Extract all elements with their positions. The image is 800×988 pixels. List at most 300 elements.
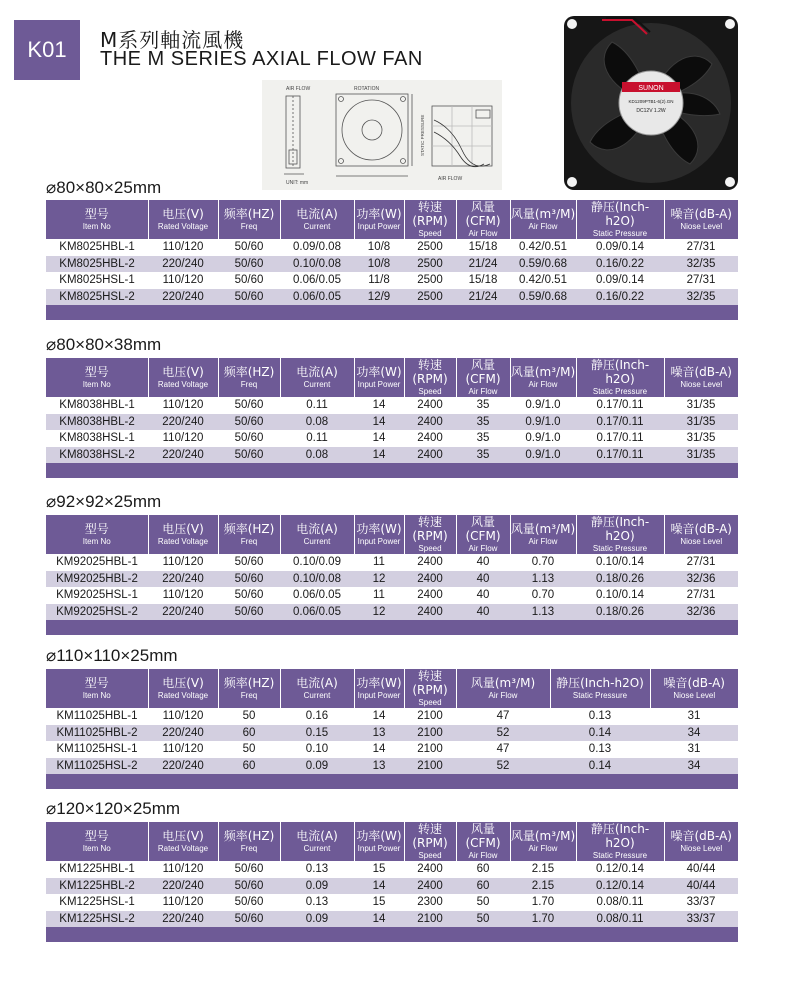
- table-cell: KM11025HBL-2: [46, 725, 148, 742]
- table-cell: 0.10/0.14: [596, 556, 644, 568]
- header-label-zh: 型号: [84, 676, 109, 690]
- table-cell: 50: [456, 911, 510, 928]
- header-item-no: [46, 200, 148, 239]
- header-speed: [404, 515, 456, 554]
- table-cell: 0.10/0.09: [293, 556, 341, 568]
- header-label-zh: 风量(CFM): [465, 822, 501, 850]
- header-power: [354, 200, 404, 239]
- header-speed: [404, 200, 456, 239]
- table-row: [46, 571, 738, 588]
- header-label-zh: 电流(A): [296, 207, 338, 221]
- spec-table-80x80x38: [46, 358, 738, 478]
- table-cell: KM8025HSL-1: [59, 274, 135, 286]
- table-cell: 31/35: [664, 447, 738, 464]
- table-row: [46, 239, 738, 256]
- header-airflow-m3: [456, 669, 550, 708]
- table-header-row: [46, 515, 738, 554]
- table-cell: 47: [496, 743, 510, 755]
- table-row: [46, 911, 738, 928]
- header-label-zh: 风量(m³/M): [510, 829, 576, 843]
- fan-brand: SUNON: [638, 85, 664, 92]
- header-item-no: [46, 822, 148, 861]
- table-cell: 110/120: [162, 710, 204, 722]
- table-cell: KM92025HBL-2: [46, 571, 148, 588]
- header-label-zh: 电压(V): [162, 829, 204, 843]
- table-cell: 12: [354, 604, 404, 621]
- table-cell: 2400: [417, 399, 443, 411]
- table-cell: 220/240: [148, 604, 218, 621]
- header-label-en: Item No: [82, 222, 111, 231]
- table-cell: 2400: [417, 556, 443, 568]
- header-label-en: Niose Level: [680, 537, 723, 546]
- header-label-en: Rated Voltage: [157, 691, 209, 700]
- header-current: [280, 200, 354, 239]
- header-label-en: Static Pressure: [592, 851, 648, 860]
- table-cell: KM1225HBL-2: [46, 878, 148, 895]
- table-row: [46, 861, 738, 878]
- header-label-zh: 转速(RPM): [412, 822, 448, 850]
- table-cell: 60: [218, 725, 280, 742]
- table-cell: KM1225HBL-1: [59, 863, 135, 875]
- table-cell: 34: [650, 758, 738, 775]
- header-label-zh: 功率(W): [356, 676, 402, 690]
- header-frequency: [218, 358, 280, 397]
- table-cell: 2300: [417, 896, 443, 908]
- table-cell: 0.06/0.05: [280, 289, 354, 306]
- header-static-pressure: [576, 200, 664, 239]
- header-power: [354, 515, 404, 554]
- table-cell: 31: [687, 743, 701, 755]
- header-airflow-m3: [510, 515, 576, 554]
- header-noise: [650, 669, 738, 708]
- table-footer-bar: [46, 305, 738, 320]
- header-speed: [404, 822, 456, 861]
- table-cell: 50/60: [218, 414, 280, 431]
- table-cell: 2400: [417, 589, 443, 601]
- table-cell: 33/37: [686, 896, 716, 908]
- table-cell: 50/60: [234, 399, 264, 411]
- table-cell: 2.15: [531, 863, 555, 875]
- table-cell: 0.09/0.14: [596, 274, 644, 286]
- header-label-zh: 电压(V): [162, 207, 204, 221]
- table-cell: 50/60: [218, 911, 280, 928]
- page-title-english: THE M SERIES AXIAL FLOW FAN: [100, 48, 423, 70]
- header-speed: [404, 669, 456, 708]
- header-label-zh: 静压(Inch-h2O): [590, 822, 650, 850]
- header-item-no: [46, 515, 148, 554]
- table-cell: 14: [372, 743, 386, 755]
- table-cell: 14: [372, 710, 386, 722]
- header-label-zh: 频率(HZ): [223, 829, 275, 843]
- table-cell: 50/60: [234, 432, 264, 444]
- table-cell: 12: [354, 571, 404, 588]
- table-cell: 50/60: [218, 447, 280, 464]
- header-label-en: Air Flow: [528, 222, 558, 231]
- table-cell: 14: [354, 447, 404, 464]
- table-cell: 220/240: [148, 758, 218, 775]
- header-label-en: Niose Level: [680, 844, 723, 853]
- table-cell: 0.08/0.11: [596, 896, 644, 908]
- table-cell: 50/60: [218, 289, 280, 306]
- table-cell: 14: [372, 432, 386, 444]
- label-airflow: AIR FLOW: [286, 86, 311, 92]
- table-cell: 0.12/0.14: [596, 863, 644, 875]
- header-label-en: Current: [303, 380, 331, 389]
- table-cell: 50/60: [218, 256, 280, 273]
- header-label-en: Speed: [418, 229, 442, 238]
- table-cell: 34: [650, 725, 738, 742]
- table-cell: KM8038HSL-1: [59, 432, 135, 444]
- table-header-row: [46, 200, 738, 239]
- header-label-zh: 转速(RPM): [412, 200, 448, 228]
- table-cell: 0.10/0.08: [280, 571, 354, 588]
- table-cell: 40: [476, 556, 490, 568]
- header-label-en: Air Flow: [468, 229, 498, 238]
- table-cell: 2500: [417, 274, 443, 286]
- header-label-en: Rated Voltage: [157, 537, 209, 546]
- header-label-en: Air Flow: [528, 844, 558, 853]
- header-static-pressure: [576, 515, 664, 554]
- header-label-en: Niose Level: [680, 222, 723, 231]
- table-row: [46, 894, 738, 911]
- table-cell: KM8038HSL-2: [46, 447, 148, 464]
- table-cell: 40: [456, 604, 510, 621]
- header-item-no: [46, 669, 148, 708]
- table-cell: 2400: [404, 571, 456, 588]
- header-speed: [404, 358, 456, 397]
- section-title-120x120x25: ⌀120×120×25mm: [46, 799, 181, 818]
- table-footer-bar: [46, 463, 738, 478]
- fan-model: KD1209PTB1-6(2).GN: [628, 99, 674, 104]
- header-label-zh: 型号: [84, 365, 109, 379]
- table-cell: 0.10: [305, 743, 329, 755]
- table-row: [46, 878, 738, 895]
- table-header-row: [46, 822, 738, 861]
- table-cell: 0.06/0.05: [293, 589, 341, 601]
- table-cell: 50/60: [234, 589, 264, 601]
- header-airflow-m3: [510, 358, 576, 397]
- table-cell: 11: [373, 556, 385, 568]
- table-cell: 220/240: [148, 414, 218, 431]
- table-cell: 50/60: [234, 556, 264, 568]
- table-row: [46, 430, 738, 447]
- table-cell: 220/240: [148, 725, 218, 742]
- table-cell: 27/31: [686, 589, 716, 601]
- table-cell: 0.59/0.68: [510, 256, 576, 273]
- fan-photo: [562, 14, 740, 192]
- table-cell: 47: [496, 710, 510, 722]
- table-cell: 0.13: [588, 710, 612, 722]
- header-label-zh: 风量(m³/M): [510, 365, 576, 379]
- header-frequency: [218, 822, 280, 861]
- header-current: [280, 822, 354, 861]
- table-cell: 50: [242, 710, 256, 722]
- table-cell: 10/8: [367, 241, 391, 253]
- table-cell: 220/240: [148, 878, 218, 895]
- header-airflow-cfm: [456, 358, 510, 397]
- header-label-zh: 电压(V): [162, 676, 204, 690]
- table-cell: KM8038HBL-1: [59, 399, 135, 411]
- table-cell: 35: [476, 399, 490, 411]
- header-label-zh: 风量(m³/M): [510, 522, 576, 536]
- header-item-no: [46, 358, 148, 397]
- spec-table-110x110x25: [46, 669, 738, 789]
- table-cell: 50: [476, 896, 490, 908]
- table-cell: KM92025HSL-1: [56, 589, 138, 601]
- header-label-zh: 电流(A): [296, 522, 338, 536]
- table-cell: 0.09/0.08: [293, 241, 341, 253]
- header-label-en: Current: [303, 844, 331, 853]
- table-cell: 110/120: [162, 743, 204, 755]
- table-cell: KM92025HSL-2: [46, 604, 148, 621]
- table-cell: 110/120: [162, 896, 204, 908]
- table-cell: 14: [354, 878, 404, 895]
- table-cell: KM1225HSL-1: [59, 896, 135, 908]
- table-cell: 27/31: [686, 556, 716, 568]
- table-cell: 0.11: [306, 432, 328, 444]
- header-noise: [664, 822, 738, 861]
- header-label-en: Static Pressure: [592, 229, 648, 238]
- table-cell: 50/60: [234, 863, 264, 875]
- table-cell: 1.13: [510, 604, 576, 621]
- header-static-pressure: [576, 358, 664, 397]
- table-cell: 14: [354, 414, 404, 431]
- header-label-en: Speed: [418, 387, 442, 396]
- header-label-zh: 频率(HZ): [223, 676, 275, 690]
- header-label-zh: 风量(CFM): [465, 358, 501, 386]
- table-cell: 110/120: [162, 863, 204, 875]
- table-cell: 2400: [417, 432, 443, 444]
- header-label-en: Item No: [82, 380, 111, 389]
- table-row: [46, 708, 738, 725]
- table-cell: 0.9/1.0: [525, 432, 561, 444]
- table-cell: KM8025HBL-1: [59, 241, 135, 253]
- header-label-zh: 型号: [84, 829, 109, 843]
- header-label-en: Static Pressure: [592, 544, 648, 553]
- header-label-en: Air Flow: [468, 387, 498, 396]
- header-label-en: Static Pressure: [592, 387, 648, 396]
- table-cell: 2100: [404, 725, 456, 742]
- table-cell: 0.08: [280, 414, 354, 431]
- table-cell: 0.42/0.51: [519, 274, 567, 286]
- table-cell: 40/44: [686, 863, 716, 875]
- table-cell: 110/120: [162, 274, 204, 286]
- header-frequency: [218, 669, 280, 708]
- table-cell: 14: [372, 399, 386, 411]
- table-cell: 50/60: [234, 274, 264, 286]
- header-label-zh: 静压(Inch-h2O): [590, 358, 650, 386]
- table-cell: 2100: [417, 710, 443, 722]
- header-label-zh: 功率(W): [356, 207, 402, 221]
- table-cell: 11: [373, 589, 385, 601]
- table-cell: 0.08/0.11: [576, 911, 664, 928]
- table-row: [46, 447, 738, 464]
- table-row: [46, 272, 738, 289]
- table-cell: 2400: [404, 604, 456, 621]
- table-cell: 0.10/0.14: [596, 589, 644, 601]
- header-label-zh: 频率(HZ): [223, 365, 275, 379]
- header-label-zh: 转速(RPM): [412, 515, 448, 543]
- table-row: [46, 587, 738, 604]
- header-label-en: Input Power: [357, 222, 401, 231]
- header-label-zh: 型号: [84, 522, 109, 536]
- table-cell: 2400: [404, 447, 456, 464]
- header-static-pressure: [576, 822, 664, 861]
- header-label-en: Freq: [240, 691, 258, 700]
- header-label-en: Current: [303, 222, 331, 231]
- table-cell: 0.09: [280, 878, 354, 895]
- table-row: [46, 741, 738, 758]
- header-voltage: [148, 515, 218, 554]
- table-cell: 1.70: [510, 911, 576, 928]
- section-title-80x80x38: ⌀80×80×38mm: [46, 335, 162, 354]
- table-cell: 40: [476, 589, 490, 601]
- header-voltage: [148, 358, 218, 397]
- table-cell: 12/9: [354, 289, 404, 306]
- header-airflow-cfm: [456, 200, 510, 239]
- header-label-en: Rated Voltage: [157, 380, 209, 389]
- table-cell: 0.9/1.0: [510, 414, 576, 431]
- axial-fan-image: [562, 14, 740, 192]
- table-row: [46, 554, 738, 571]
- table-cell: 0.06/0.05: [280, 604, 354, 621]
- section-title-92x92x25: ⌀92×92×25mm: [46, 492, 162, 511]
- table-cell: 2400: [417, 863, 443, 875]
- header-label-zh: 静压(Inch-h2O): [590, 515, 650, 543]
- table-cell: 32/35: [664, 256, 738, 273]
- header-frequency: [218, 200, 280, 239]
- header-label-en: Speed: [418, 698, 442, 707]
- table-cell: 31/35: [664, 414, 738, 431]
- table-row: [46, 758, 738, 775]
- table-cell: 31: [687, 710, 701, 722]
- table-cell: 40/44: [664, 878, 738, 895]
- table-cell: 60: [456, 878, 510, 895]
- table-row: [46, 725, 738, 742]
- table-cell: 50/60: [234, 241, 264, 253]
- header-airflow-cfm: [456, 515, 510, 554]
- header-noise: [664, 358, 738, 397]
- header-current: [280, 669, 354, 708]
- header-airflow-cfm: [456, 822, 510, 861]
- table-cell: 32/35: [664, 289, 738, 306]
- section-title-80x80x25: ⌀80×80×25mm: [46, 178, 162, 197]
- table-cell: 50/60: [218, 878, 280, 895]
- table-cell: 0.17/0.11: [596, 399, 644, 411]
- table-cell: 50: [242, 743, 256, 755]
- header-label-zh: 电流(A): [296, 365, 338, 379]
- table-cell: 21/24: [456, 289, 510, 306]
- table-cell: 0.16/0.22: [576, 289, 664, 306]
- table-cell: 0.06/0.05: [293, 274, 341, 286]
- table-cell: 50/60: [218, 604, 280, 621]
- table-cell: 0.70: [531, 556, 555, 568]
- table-cell: 52: [456, 725, 550, 742]
- table-cell: 110/120: [162, 399, 204, 411]
- table-cell: 0.09: [280, 758, 354, 775]
- header-label-en: Item No: [82, 844, 111, 853]
- table-cell: 0.16/0.22: [576, 256, 664, 273]
- table-cell: 0.70: [531, 589, 555, 601]
- table-cell: 0.09: [280, 911, 354, 928]
- table-cell: 0.17/0.11: [576, 447, 664, 464]
- header-label-zh: 静压(Inch-h2O): [590, 200, 650, 228]
- header-label-zh: 噪音(dB-A): [670, 829, 732, 843]
- table-cell: 220/240: [148, 911, 218, 928]
- table-row: [46, 604, 738, 621]
- header-label-zh: 电流(A): [296, 676, 338, 690]
- header-voltage: [148, 822, 218, 861]
- table-cell: 32/36: [664, 571, 738, 588]
- table-cell: KM8038HBL-2: [46, 414, 148, 431]
- header-label-zh: 静压(Inch-h2O): [556, 676, 644, 690]
- header-label-zh: 噪音(dB-A): [670, 207, 732, 221]
- table-cell: 220/240: [148, 571, 218, 588]
- table-cell: 0.18/0.26: [576, 571, 664, 588]
- table-cell: 110/120: [162, 432, 204, 444]
- table-cell: 2100: [417, 743, 443, 755]
- table-cell: 0.09/0.14: [596, 241, 644, 253]
- header-label-zh: 转速(RPM): [412, 669, 448, 697]
- table-cell: 35: [476, 432, 490, 444]
- table-header-row: [46, 669, 738, 708]
- header-label-en: Air Flow: [468, 544, 498, 553]
- table-cell: 220/240: [148, 447, 218, 464]
- header-label-en: Freq: [240, 222, 258, 231]
- header-label-zh: 风量(CFM): [465, 200, 501, 228]
- table-footer-bar: [46, 620, 738, 635]
- header-power: [354, 358, 404, 397]
- header-label-en: Input Power: [357, 380, 401, 389]
- table-cell: 50/60: [218, 571, 280, 588]
- header-label-en: Rated Voltage: [157, 844, 209, 853]
- spec-table-120x120x25: [46, 822, 738, 942]
- table-cell: 0.10/0.08: [280, 256, 354, 273]
- table-row: [46, 256, 738, 273]
- table-cell: 13: [354, 725, 404, 742]
- header-label-en: Input Power: [357, 844, 401, 853]
- header-label-zh: 噪音(dB-A): [663, 676, 725, 690]
- header-label-zh: 型号: [84, 207, 109, 221]
- table-cell: 0.13: [305, 863, 329, 875]
- header-label-en: Niose Level: [680, 380, 723, 389]
- table-cell: 0.42/0.51: [519, 241, 567, 253]
- header-label-zh: 风量(m³/M): [510, 207, 576, 221]
- table-row: [46, 414, 738, 431]
- technical-drawing: [262, 80, 502, 190]
- table-cell: 35: [456, 414, 510, 431]
- table-cell: KM8025HSL-2: [46, 289, 148, 306]
- page-title-chinese: M系列軸流風機: [100, 28, 245, 52]
- header-current: [280, 515, 354, 554]
- header-frequency: [218, 515, 280, 554]
- table-cell: 0.18/0.26: [576, 604, 664, 621]
- header-label-zh: 噪音(dB-A): [670, 365, 732, 379]
- table-cell: KM11025HBL-1: [56, 710, 138, 722]
- header-label-zh: 风量(m³/M): [470, 676, 536, 690]
- table-cell: 0.17/0.11: [596, 432, 644, 444]
- table-cell: 0.9/1.0: [510, 447, 576, 464]
- header-label-zh: 功率(W): [356, 522, 402, 536]
- table-cell: KM11025HSL-1: [56, 743, 138, 755]
- header-label-en: Item No: [82, 691, 111, 700]
- table-cell: 27/31: [686, 274, 716, 286]
- header-label-en: Freq: [240, 537, 258, 546]
- header-label-en: Freq: [240, 380, 258, 389]
- table-cell: 33/37: [664, 911, 738, 928]
- header-airflow-m3: [510, 822, 576, 861]
- table-cell: 14: [354, 911, 404, 928]
